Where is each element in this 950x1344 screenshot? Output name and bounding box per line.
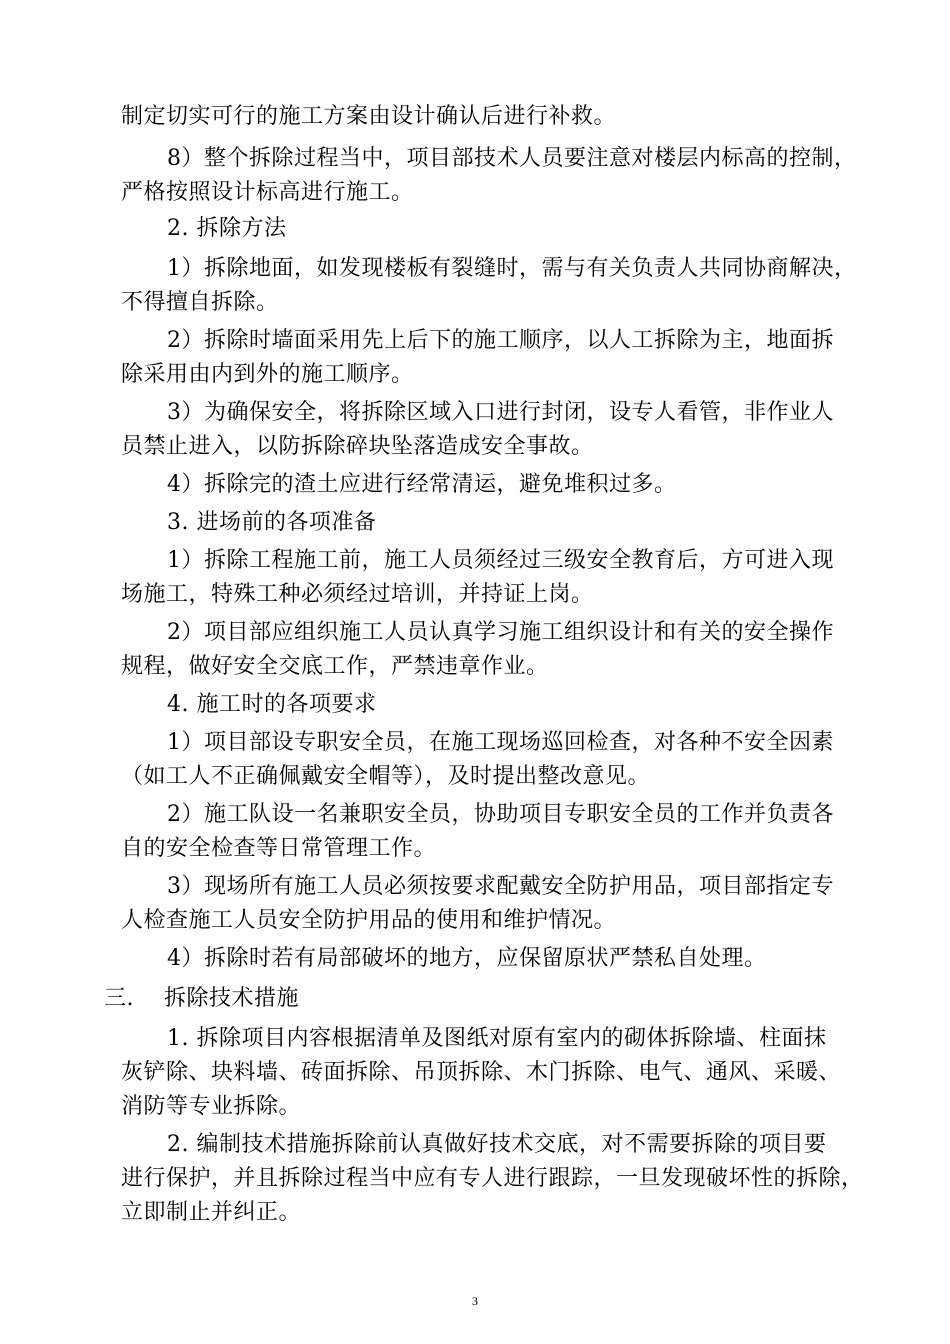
body-text-line: 不得擅自拆除。	[121, 290, 279, 315]
body-text-line: 2）拆除时墙面采用先上后下的施工顺序，以人工拆除为主，地面拆	[167, 328, 834, 353]
body-text-line: 消防等专业拆除。	[121, 1094, 302, 1119]
body-text-line: 4）拆除完的渣土应进行经常清运，避免堆积过多。	[167, 472, 677, 497]
body-text-line: 1）拆除地面，如发现楼板有裂缝时，需与有关负责人共同协商解决，	[167, 256, 857, 281]
body-text-line: 员禁止进入，以防拆除碎块坠落造成安全事故。	[121, 434, 594, 459]
body-text-line: 3）为确保安全，将拆除区域入口进行封闭，设专人看管，非作业人	[167, 400, 834, 425]
body-text-line: 除采用由内到外的施工顺序。	[121, 362, 414, 387]
section-heading: 三. 拆除技术措施	[104, 986, 299, 1011]
body-text-line: 严格按照设计标高进行施工。	[121, 180, 414, 205]
body-text-line: 8）整个拆除过程当中，项目部技术人员要注意对楼层内标高的控制，	[167, 146, 857, 171]
body-text-line: 1. 拆除项目内容根据清单及图纸对原有室内的砌体拆除墙、柱面抹	[167, 1026, 827, 1051]
body-text-line: 规程，做好安全交底工作，严禁违章作业。	[121, 654, 549, 679]
subsection-heading: 3. 进场前的各项准备	[167, 510, 377, 535]
body-text-line: 灰铲除、块料墙、砖面拆除、吊顶拆除、木门拆除、电气、通风、采暖、	[121, 1060, 842, 1085]
body-text-line: 人检查施工人员安全防护用品的使用和维护情况。	[121, 908, 617, 933]
body-text-line: 4）拆除时若有局部破坏的地方，应保留原状严禁私自处理。	[167, 946, 767, 971]
subsection-heading: 4. 施工时的各项要求	[167, 692, 377, 717]
body-text-line: 2）施工队设一名兼职安全员，协助项目专职安全员的工作并负责各	[167, 802, 834, 827]
body-text-line: 自的安全检查等日常管理工作。	[121, 836, 437, 861]
body-text-line: 1）拆除工程施工前，施工人员须经过三级安全教育后，方可进入现	[167, 548, 834, 573]
subsection-heading: 2. 拆除方法	[167, 216, 287, 241]
body-text-line: （如工人不正确佩戴安全帽等），及时提出整改意见。	[121, 764, 651, 789]
body-text-line: 场施工，特殊工种必须经过培训，并持证上岗。	[121, 582, 594, 607]
body-text-line: 2）项目部应组织施工人员认真学习施工组织设计和有关的安全操作	[167, 620, 834, 645]
body-text-line: 立即制止并纠正。	[121, 1200, 302, 1225]
body-text-line: 1）项目部设专职安全员，在施工现场巡回检查，对各种不安全因素	[167, 730, 834, 755]
body-text-line: 制定切实可行的施工方案由设计确认后进行补救。	[121, 104, 617, 129]
page-number: 3	[472, 1294, 478, 1308]
body-text-line: 3）现场所有施工人员必须按要求配戴安全防护用品，项目部指定专	[167, 874, 834, 899]
body-text-line: 进行保护，并且拆除过程当中应有专人进行跟踪，一旦发现破坏性的拆除，	[121, 1166, 864, 1191]
body-text-line: 2. 编制技术措施拆除前认真做好技术交底，对不需要拆除的项目要	[167, 1132, 827, 1157]
